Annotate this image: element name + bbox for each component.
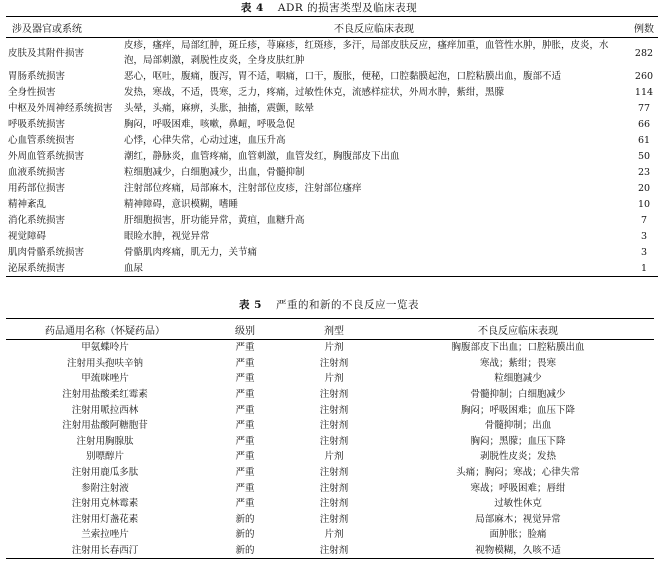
dosage-form-cell: 注射剂 (319, 389, 349, 401)
table-row (6, 244, 658, 260)
drug-name-cell: 参附注射液 (81, 482, 129, 494)
count-cell: 61 (637, 134, 651, 146)
table-row (6, 512, 654, 528)
manifestation-cell: 胸闷，呼吸困难，咳嗽，鼻衄，呼吸急促 (124, 118, 296, 130)
table-row (6, 164, 658, 180)
table-row (6, 543, 654, 559)
manifestation-cell: 眼睑水肿，视觉异常 (124, 230, 210, 242)
drug-name-cell: 注射用克林霉素 (71, 498, 139, 510)
reaction-cell: 面肿胀；脸痛 (489, 529, 547, 541)
dosage-form-cell: 片剂 (324, 373, 344, 385)
system-cell: 心血管系统损害 (8, 134, 75, 146)
count-cell: 114 (634, 86, 654, 98)
dosage-form-cell: 注射剂 (319, 420, 349, 432)
table-row (6, 402, 654, 418)
system-cell: 精神紊乱 (8, 198, 47, 210)
dosage-form-cell: 注射剂 (319, 498, 349, 510)
system-cell: 泌尿系统损害 (8, 262, 66, 274)
drug-name-cell: 注射用哌拉西林 (71, 404, 139, 416)
level-cell: 严重 (235, 389, 255, 401)
level-cell: 严重 (235, 451, 255, 463)
level-cell: 新的 (235, 545, 255, 557)
drug-name-cell: 注射用盐酸阿糖胞苷 (62, 420, 148, 432)
dosage-form-cell: 注射剂 (319, 482, 349, 494)
table4-body (6, 38, 658, 277)
system-cell: 用药部位损害 (8, 182, 66, 194)
system-cell: 视觉障碍 (8, 230, 47, 242)
reaction-cell: 寒战；呼吸困难；唇绀 (470, 482, 566, 494)
table-row (6, 180, 658, 196)
table4-caption (0, 0, 658, 15)
dosage-form-cell: 注射剂 (319, 467, 349, 479)
table5-header-drug: 药品通用名称（怀疑药品） (6, 319, 204, 340)
table4-header-count: 例数 (624, 17, 658, 38)
reaction-cell: 剥脱性皮炎；发热 (479, 451, 556, 463)
table-row (6, 527, 654, 543)
table4-header-system: 涉及器官或系统 (6, 17, 120, 38)
manifestation-cell: 头晕，头痛，麻痹，头胀，抽搐，震颤，眩晕 (124, 102, 315, 114)
reaction-cell: 胸闷；呼吸困难；血压下降 (460, 404, 575, 416)
drug-name-cell: 甲巯咪唑片 (81, 373, 129, 385)
table-row (6, 418, 654, 434)
table4-header-row (6, 17, 658, 38)
system-cell: 消化系统损害 (8, 214, 66, 226)
count-cell: 1 (640, 262, 648, 274)
table-row (6, 212, 658, 228)
drug-name-cell: 注射用盐酸柔红霉素 (62, 389, 148, 401)
table5-header-form: 剂型 (286, 319, 382, 340)
table-row (6, 84, 658, 100)
table-row (6, 68, 658, 84)
manifestation-cell: 骨骼肌肉疼痛，肌无力，关节痛 (124, 246, 258, 258)
table5-header-level: 级别 (204, 319, 286, 340)
count-cell: 20 (637, 182, 651, 194)
manifestation-cell: 发热，寒战，不适，畏寒，乏力，疼痛，过敏性休克，流感样症状，外周水肿，紫绀，黑朦 (124, 86, 505, 98)
dosage-form-cell: 片剂 (324, 451, 344, 463)
level-cell: 严重 (235, 404, 255, 416)
reaction-cell: 局部麻木；视觉异常 (475, 513, 561, 525)
table-row (6, 371, 654, 387)
level-cell: 新的 (235, 513, 255, 525)
count-cell: 7 (640, 214, 648, 226)
count-cell: 260 (634, 70, 654, 82)
manifestation-cell: 恶心，呕吐，腹痛，腹泻，胃不适，咽痛，口干，腹胀，便秘，口腔黏膜起泡，口腔粘膜出血，腹部不适 (124, 70, 562, 82)
count-cell: 50 (637, 150, 651, 162)
table-row (6, 434, 654, 450)
drug-name-cell: 注射用胸腺肽 (76, 435, 134, 447)
table-row (6, 38, 658, 69)
dosage-form-cell: 注射剂 (319, 404, 349, 416)
level-cell: 严重 (235, 420, 255, 432)
table-row (6, 496, 654, 512)
drug-name-cell: 注射用灯盏花素 (71, 513, 139, 525)
reaction-cell: 寒战；紫绀；畏寒 (479, 357, 556, 369)
table5-caption (0, 297, 658, 312)
dosage-form-cell: 片剂 (324, 342, 344, 354)
reaction-cell: 粒细胞减少 (494, 373, 542, 385)
level-cell: 严重 (235, 467, 255, 479)
level-cell: 严重 (235, 482, 255, 494)
count-cell: 77 (637, 102, 651, 114)
dosage-form-cell: 注射剂 (319, 513, 349, 525)
drug-name-cell: 兰索拉唑片 (81, 529, 129, 541)
table-row (6, 132, 658, 148)
reaction-cell: 骨髓抑制；白细胞减少 (470, 389, 566, 401)
count-cell: 282 (634, 47, 654, 59)
manifestation-cell: 心悸，心律失常，心动过速，血压升高 (124, 134, 286, 146)
drug-name-cell: 注射用鹿瓜多肽 (71, 467, 139, 479)
table5-number: 表 5 (239, 299, 262, 311)
reaction-cell: 胸腹部皮下出血；口腔粘膜出血 (451, 342, 585, 354)
system-cell: 中枢及外周神经系统损害 (8, 102, 113, 114)
table5-header-row (6, 319, 654, 340)
manifestation-cell: 注射部位疼痛，局部麻木，注射部位皮疹，注射部位瘙痒 (124, 182, 362, 194)
table5-title: 严重的和新的不良反应一览表 (275, 299, 419, 311)
manifestation-cell: 皮疹，瘙痒，局部红肿，斑丘疹，荨麻疹，红斑疹，多汗，局部皮肤反应，瘙痒加重，血管性水肿，肿胀，皮炎，水泡，局部刺激，剥脱性皮炎，全身皮肤红肿 (124, 40, 609, 66)
adr-damage-type-table (6, 16, 658, 277)
system-cell: 全身性损害 (8, 86, 56, 98)
dosage-form-cell: 注射剂 (319, 435, 349, 447)
drug-name-cell: 注射用头孢呋辛钠 (66, 357, 143, 369)
count-cell: 10 (637, 198, 651, 210)
level-cell: 严重 (235, 498, 255, 510)
table-row (6, 100, 658, 116)
table-row (6, 449, 654, 465)
table4-number: 表 4 (240, 2, 264, 14)
level-cell: 新的 (235, 529, 255, 541)
level-cell: 严重 (235, 373, 255, 385)
level-cell: 严重 (235, 357, 255, 369)
drug-name-cell: 注射用长春西汀 (71, 545, 139, 557)
count-cell: 23 (637, 166, 651, 178)
system-cell: 胃肠系统损害 (8, 70, 66, 82)
table-row (6, 340, 654, 356)
reaction-cell: 胸闷；黑朦；血压下降 (470, 435, 566, 447)
table-row (6, 465, 654, 481)
dosage-form-cell: 注射剂 (319, 545, 349, 557)
drug-name-cell: 甲氨蝶呤片 (81, 342, 129, 354)
system-cell: 呼吸系统损害 (8, 118, 66, 130)
manifestation-cell: 血尿 (124, 262, 144, 274)
table-row (6, 260, 658, 277)
manifestation-cell: 粒细胞减少，白细胞减少，出血，骨髓抑制 (124, 166, 305, 178)
system-cell: 皮肤及其附件损害 (8, 47, 85, 59)
system-cell: 肌肉骨骼系统损害 (8, 246, 85, 258)
reaction-cell: 视物模糊，久咳不适 (475, 545, 561, 557)
reaction-cell: 头痛；胸闷；寒战；心律失常 (456, 467, 580, 479)
table-row (6, 148, 658, 164)
table4-title: ADR 的损害类型及临床表现 (277, 2, 418, 14)
serious-new-adr-table (6, 318, 654, 559)
table-row (6, 387, 654, 403)
level-cell: 严重 (235, 435, 255, 447)
manifestation-cell: 肝细胞损害，肝功能异常，黄疸，血糖升高 (124, 214, 305, 226)
table5-body (6, 340, 654, 559)
table-row (6, 116, 658, 132)
system-cell: 外周血管系统损害 (8, 150, 85, 162)
dosage-form-cell: 片剂 (324, 529, 344, 541)
table5-header-reaction: 不良反应临床表现 (382, 319, 654, 340)
table-row (6, 196, 658, 212)
manifestation-cell: 精神障碍，意识模糊，嗜睡 (124, 198, 239, 210)
system-cell: 血液系统损害 (8, 166, 66, 178)
table4-header-manifestation: 不良反应临床表现 (120, 17, 624, 38)
manifestation-cell: 潮红，静脉炎，血管疼痛，血管刺激，血管发红，胸腹部皮下出血 (124, 150, 400, 162)
drug-name-cell: 别嘌醇片 (85, 451, 124, 463)
level-cell: 严重 (235, 342, 255, 354)
table-row (6, 228, 658, 244)
dosage-form-cell: 注射剂 (319, 357, 349, 369)
table-row (6, 480, 654, 496)
reaction-cell: 骨髓抑制；出血 (484, 420, 552, 432)
count-cell: 3 (640, 230, 648, 242)
table-row (6, 356, 654, 372)
count-cell: 3 (640, 246, 648, 258)
reaction-cell: 过敏性休克 (494, 498, 542, 510)
count-cell: 66 (637, 118, 651, 130)
